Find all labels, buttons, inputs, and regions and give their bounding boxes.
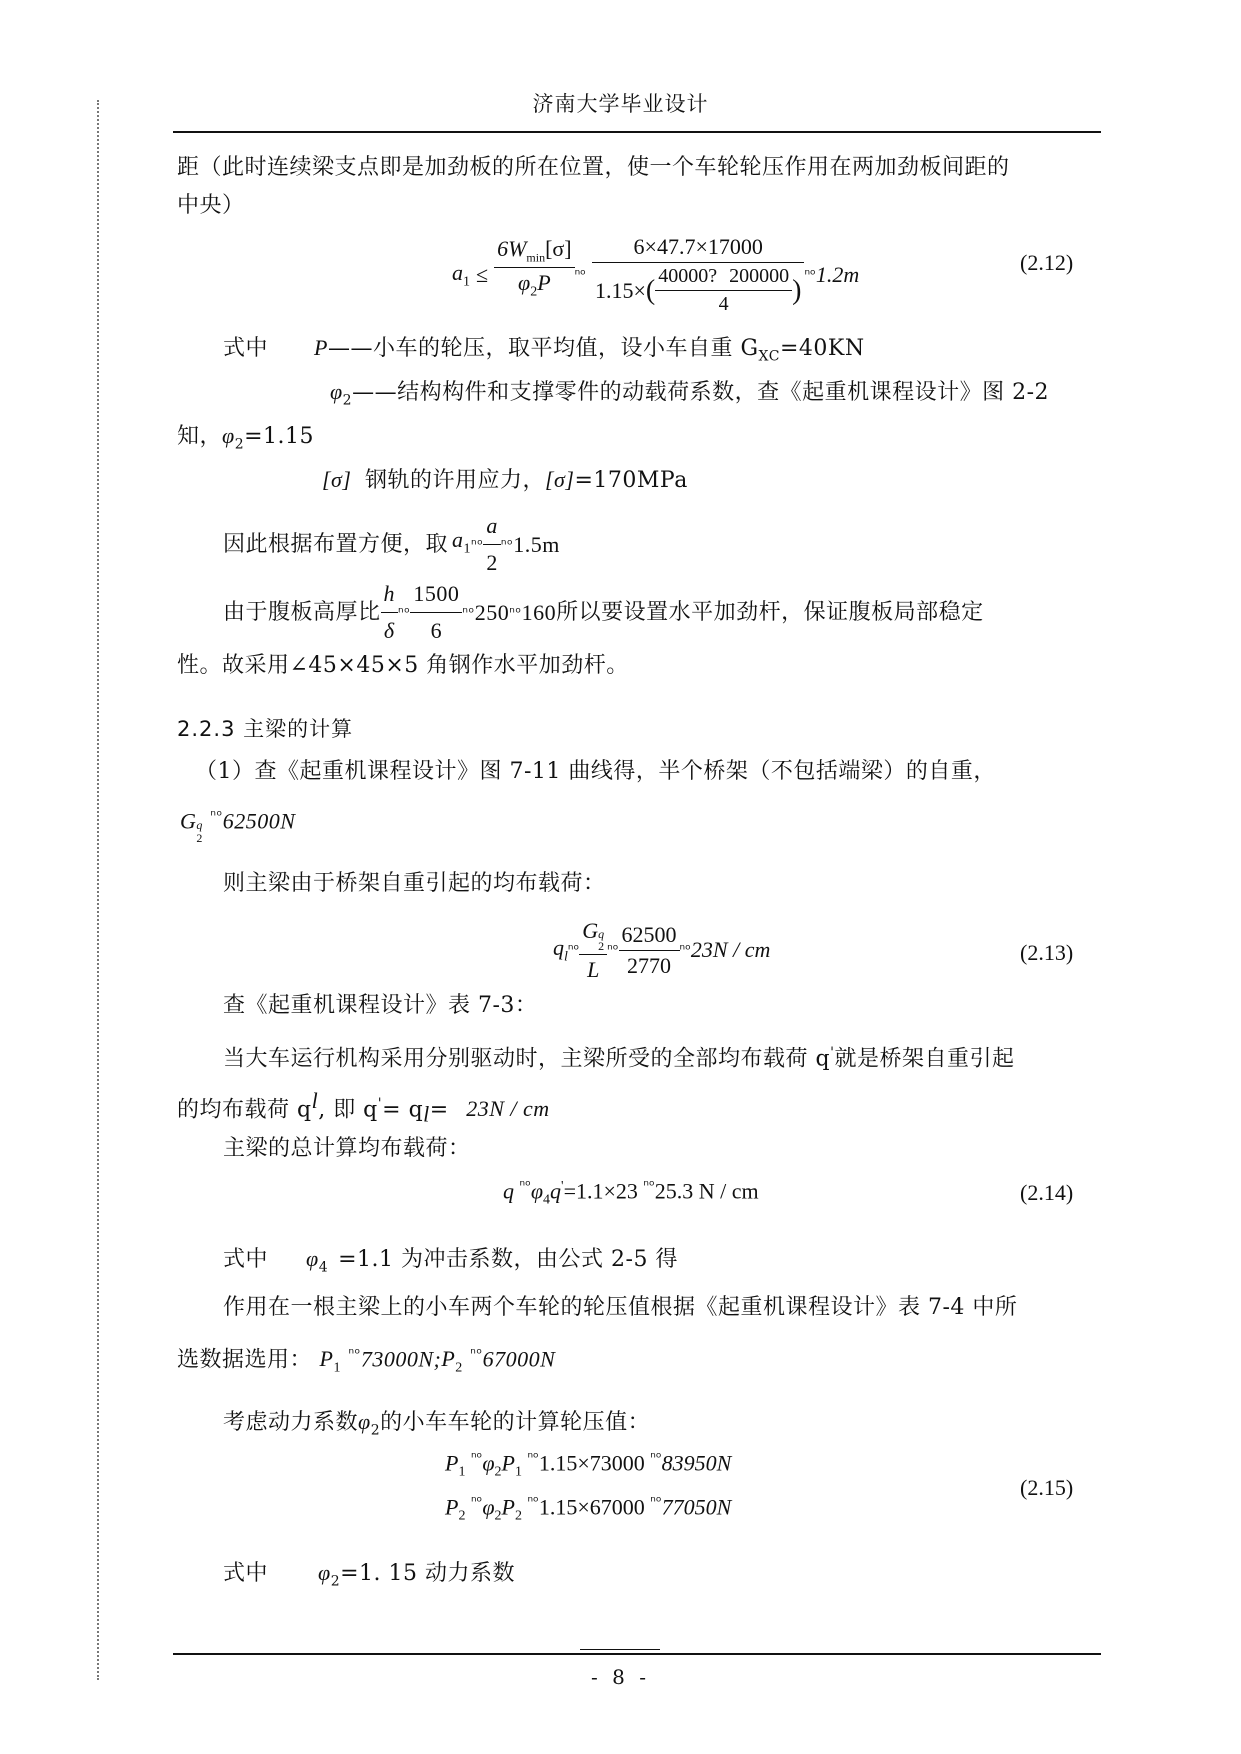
paragraph-web-ratio: 由于腹板高厚比 $\frac{h}{\delta}$ ⁿᵒ $\frac{1500}{6}$ ⁿᵒ 250 ⁿᵒ 160 所以要设置水平加劲杆，保证腹板局部稳定 — [223, 578, 984, 647]
symbol-glyph: ⁿᵒ — [509, 604, 522, 621]
definition-p: 式中 P——小车的轮压，取平均值，设小车自重 $G_{XC}=40KN$ — [223, 335, 865, 365]
paragraph-line: 则主梁由于桥架自重引起的均布载荷： — [223, 871, 606, 896]
symbol-glyph: ⁿᵒ — [650, 1450, 662, 1466]
page-number: - 8 - — [591, 1665, 650, 1689]
symbol-glyph: ⁿᵒ — [470, 1346, 483, 1362]
paragraph-wheel-loads: 选数据选用： $P_1$ $^{^nᵒ}73000N;P_2$ $^{^nᵒ}$67000N — [177, 1346, 556, 1376]
symbol-glyph: ⁿᵒ — [527, 1450, 539, 1466]
definition-phi2-dynamic: 式中 $\varphi_2=1$. 15 动力系数 — [223, 1560, 516, 1590]
symbol-glyph: ⁿᵒ — [607, 942, 619, 958]
symbol-glyph: ⁿᵒ — [643, 1178, 655, 1194]
symbol-glyph: ⁿᵒ — [527, 1494, 539, 1510]
equation-2-15-row2: $P_2$ $^{^nᵒ}\varphi_2P_2$ $^{^nᵒ}$1.15×67000 $^{^nᵒ}$77050N — [445, 1494, 732, 1524]
symbol-glyph: ⁿᵒ — [500, 536, 514, 553]
symbol-glyph: ⁿᵒ — [574, 267, 586, 283]
equation-2-15-row1: $P_1$ $^{^nᵒ}\varphi_2P_1$ $^{^nᵒ}$1.15×73000 $^{^nᵒ}$83950N — [445, 1450, 732, 1480]
symbol-glyph: ⁿᵒ — [650, 1494, 662, 1510]
paragraph-line: 主梁的总计算均布载荷： — [223, 1136, 471, 1161]
footer-rule — [173, 1653, 1101, 1655]
equation-number: (2.14) — [1020, 1180, 1074, 1205]
paragraph-line: （1）查《起重机课程设计》图 7-11 曲线得，半个桥架（不包括端梁）的自重， — [195, 759, 996, 784]
symbol-glyph: ⁿᵒ — [348, 1346, 361, 1362]
definition-phi2: $\varphi_2——$结构构件和支撑零件的动载荷系数，查《起重机课程设计》图 2-2 — [330, 379, 1050, 409]
section-heading: 2.2.3 主梁的计算 — [177, 717, 354, 741]
equation-number: (2.12) — [1020, 250, 1074, 275]
symbol-glyph: ⁿᵒ — [679, 942, 691, 958]
definition-phi4: 式中 $\varphi_4 =1.1$ 为冲击系数，由公式 2-5 得 — [223, 1246, 678, 1276]
symbol-glyph: ⁿᵒ — [470, 1494, 483, 1510]
equation-number: (2.13) — [1020, 940, 1074, 965]
symbol-glyph: ⁿᵒ — [804, 267, 816, 283]
footer-rule-short — [580, 1649, 660, 1650]
paragraph-line: 作用在一根主梁上的小车两个车轮的轮压值根据《起重机课程设计》表 7-4 中所 — [223, 1295, 1018, 1320]
page-header-title: 济南大学毕业设计 — [532, 92, 709, 116]
symbol-glyph: ⁿᵒ — [210, 808, 223, 824]
symbol-glyph: ⁿᵒ — [470, 1450, 483, 1466]
paragraph-gq: G q 2 $^{^nᵒ}$62500N — [180, 808, 296, 846]
binding-dotted-line — [97, 100, 99, 1680]
paragraph-line: 性。故采用∠45×45×5 角钢作水平加劲杆。 — [177, 653, 629, 678]
paragraph-line: 中央） — [177, 193, 245, 218]
symbol-glyph: ⁿᵒ — [519, 1178, 531, 1194]
header-rule — [173, 131, 1101, 133]
equation-number: (2.15) — [1020, 1475, 1074, 1500]
symbol-glyph: ⁿᵒ — [462, 604, 475, 621]
paragraph-dynamic: 考虑动力系数$\varphi_2$的小车车轮的计算轮压值： — [223, 1409, 651, 1439]
equation-2-14: q $^{^nᵒ}\varphi_4q'=1.1\times 23$ $^{^nᵒ}$25.3 N / cm — [503, 1178, 759, 1208]
paragraph-a1-choice: 因此根据布置方便，取 $a_1$ ⁿᵒ $\frac{a}{2}$ ⁿᵒ 1.5m — [223, 510, 560, 579]
equation-2-12: $a_1$ ≤ $\frac{6W_{min}[\sigma]}{\varphi_2P}$ ⁿᵒ 6×47.7×17000 1.15× ( $\frac{40000? 200000}{4}$ ) ⁿᵒ 1.2m — [452, 234, 860, 315]
symbol-glyph: ⁿᵒ — [471, 536, 484, 553]
symbol-glyph: ⁿᵒ — [398, 604, 411, 621]
paragraph-load: 当大车运行机构采用分别驱动时，主梁所受的全部均布载荷 q'就是桥架自重引起 — [223, 1045, 1015, 1072]
paragraph-line: 距（此时连续梁支点即是加劲板的所在位置，使一个车轮轮压作用在两加劲板间距的 — [177, 155, 1010, 180]
paragraph-load-2: 的均布载荷 $q^l$, 即 $q'= q_l= 23N$ / cm — [177, 1088, 550, 1127]
paragraph-line: 查《起重机课程设计》表 7-3： — [223, 993, 538, 1018]
equation-2-13: $q_l$ ⁿᵒ G q 2 L ⁿᵒ $\frac{62500}{2770}$ ⁿᵒ 23N / cm — [553, 917, 771, 982]
symbol-glyph: ⁿᵒ — [567, 942, 580, 958]
definition-sigma: [σ] 钢轨的许用应力，[σ]=170MPa — [322, 467, 688, 493]
definition-phi2-value: 知，$\varphi_2=1.15$ — [177, 423, 315, 453]
